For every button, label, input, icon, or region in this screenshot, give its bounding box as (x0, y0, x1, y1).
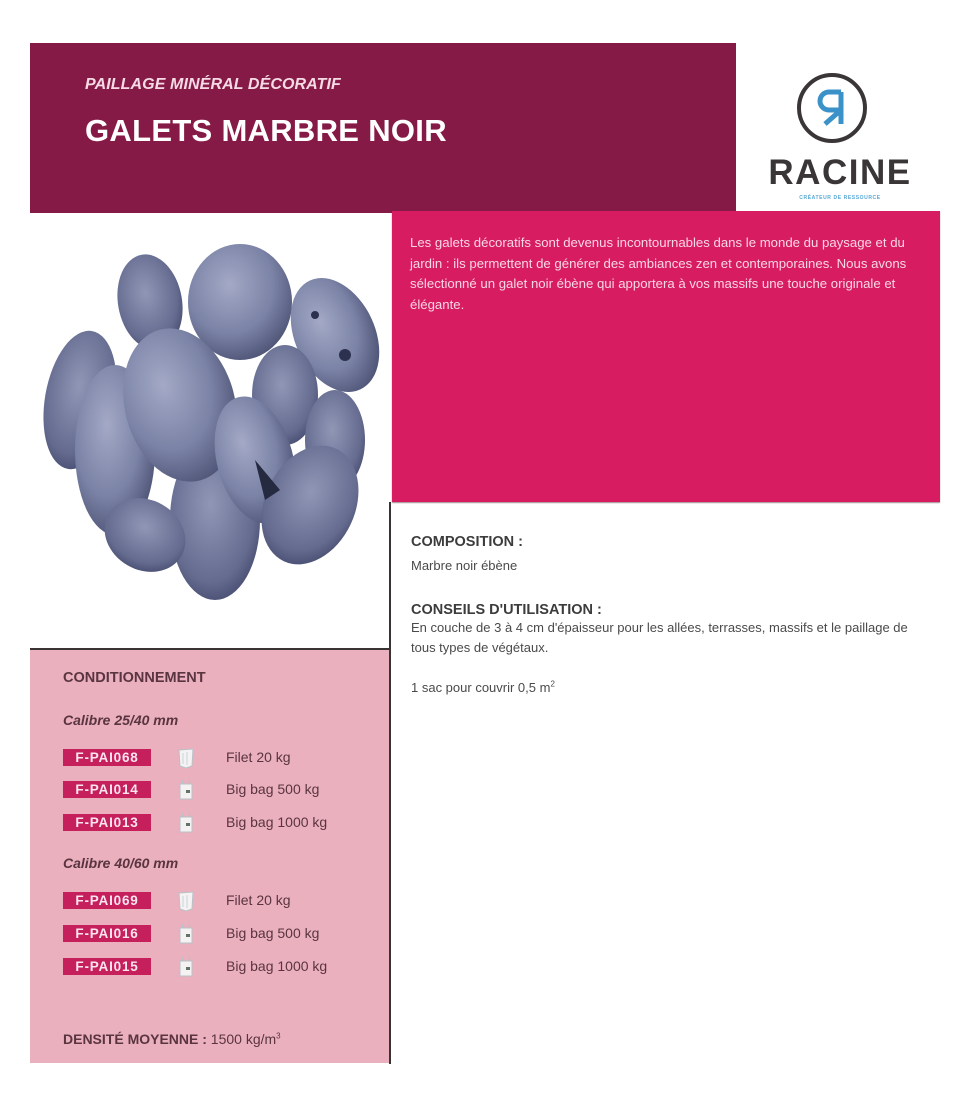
pack-row (63, 958, 363, 978)
pack-row (63, 892, 363, 912)
big-bag-icon (176, 779, 196, 801)
description-panel (392, 211, 940, 502)
pack-label: Filet 20 kg (226, 892, 291, 908)
pack-row (63, 781, 363, 801)
product-code: F-PAI014 (63, 781, 151, 798)
conditionnement-title: CONDITIONNEMENT (63, 670, 206, 686)
conseils-text: En couche de 3 à 4 cm d'épaisseur pour les allées, terrasses, massifs et le paillage de tous types de végétaux. (411, 620, 908, 655)
logo-r-icon (797, 73, 867, 143)
racine-logo (740, 60, 940, 210)
net-bag-icon (176, 890, 196, 912)
big-bag-icon (176, 956, 196, 978)
conseils-heading: CONSEILS D'UTILISATION : (411, 602, 602, 618)
pack-label: Big bag 1000 kg (226, 958, 328, 974)
vertical-divider (389, 502, 391, 1064)
header-banner (30, 43, 736, 213)
pack-row (63, 749, 363, 769)
density: DENSITÉ MOYENNE : 1500 $kg/m^3$ (63, 1031, 281, 1047)
product-code: F-PAI068 (63, 749, 151, 766)
pack-label: Big bag 500 kg (226, 781, 320, 797)
pack-row (63, 925, 363, 945)
pack-label: Big bag 1000 kg (226, 814, 328, 830)
product-description: Les galets décoratifs sont devenus incontournables dans le monde du paysage et du jardin : ils permettent de générer des ambiances zen et contemporaines. Nous avons sélectionné un galet noir ébène qui apportera à vos massifs une touche originale et élégante. (410, 235, 907, 312)
product-code: F-PAI016 (63, 925, 151, 942)
logo-name: RACINE (768, 153, 912, 192)
composition-heading: COMPOSITION : (411, 534, 523, 550)
calibre-title: Calibre 40/60 mm (63, 855, 179, 871)
coverage-text: 1 sac pour couvrir 0,5 $m^2$ (411, 679, 555, 695)
composition-value: Marbre noir ébène (411, 558, 518, 573)
calibre-title: Calibre 25/40 mm (63, 712, 179, 728)
pack-row (63, 814, 363, 834)
big-bag-icon (176, 923, 196, 945)
category-kicker: PAILLAGE MINÉRAL DÉCORATIF (85, 76, 341, 93)
conditionnement-panel (30, 648, 389, 1063)
big-bag-icon (176, 812, 196, 834)
product-image-black-marble-pebbles (35, 230, 390, 630)
logo-tagline: CRÉATEUR DE RESSOURCE (799, 195, 881, 201)
product-code: F-PAI013 (63, 814, 151, 831)
product-code: F-PAI015 (63, 958, 151, 975)
product-info (411, 534, 931, 698)
product-title: GALETS MARBRE NOIR (85, 113, 447, 148)
product-code: F-PAI069 (63, 892, 151, 909)
net-bag-icon (176, 747, 196, 769)
pack-label: Big bag 500 kg (226, 925, 320, 941)
pack-label: Filet 20 kg (226, 749, 291, 765)
